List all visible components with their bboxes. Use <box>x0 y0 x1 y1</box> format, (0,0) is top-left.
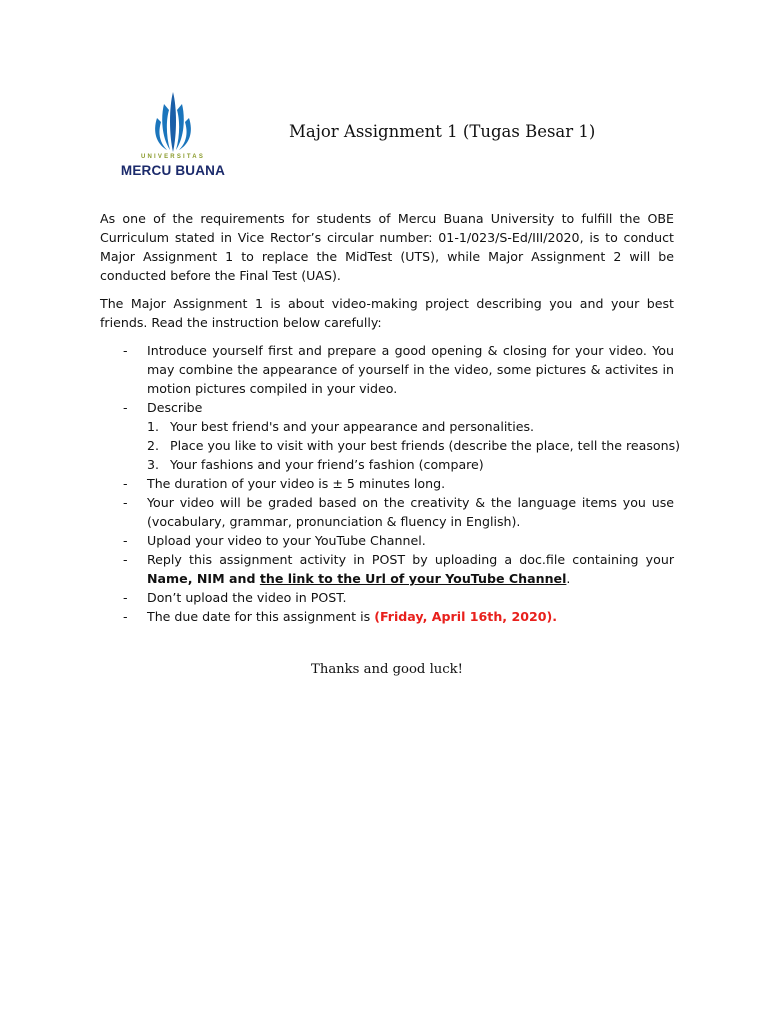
intro-paragraph: As one of the requirements for students of Mercu Buana University to fulfill the OBE Curriculum stated in Vice Rector’s circular number: 01-1/023/S-Ed/III/2020, is to conduct Major Assignment 1 to replace the MidTest (UTS), while Major Assignment 2 will be conducted before the Final Test (UAS). <box>100 211 674 283</box>
logo-emblem-icon <box>117 88 229 154</box>
instruction-reply: Reply this assignment activity in POST by uploading a doc.file containing your <box>147 552 674 567</box>
reply-period: . <box>566 571 571 586</box>
logo-name-text: MERCU BUANA <box>120 163 226 178</box>
project-paragraph: The Major Assignment 1 is about video-making project describing you and your best friends. Read the instruction below carefully: <box>100 296 674 330</box>
list-item <box>100 607 674 626</box>
document-body <box>100 209 681 626</box>
list-item <box>100 398 681 474</box>
sub-item-number: 3. <box>147 457 160 472</box>
due-date-text: (Friday, April 16th, 2020). <box>374 609 558 624</box>
university-logo <box>117 88 229 180</box>
document-title: Major Assignment 1 (Tugas Besar 1) <box>289 122 596 141</box>
youtube-link-text: the link to the Url of your YouTube Channel <box>259 571 567 586</box>
sub-item-text: Place you like to visit with your best friends (describe the place, tell the reasons) <box>170 438 681 453</box>
closing-text: Thanks and good luck! <box>311 662 463 677</box>
instruction-upload: Upload your video to your YouTube Channel. <box>147 533 426 548</box>
instruction-no-upload: Don’t upload the video in POST. <box>147 590 347 605</box>
list-item <box>100 493 674 531</box>
sub-item-number: 2. <box>147 438 160 453</box>
sub-item-text: Your fashions and your friend’s fashion (compare) <box>170 457 484 472</box>
sub-list-item <box>147 417 674 436</box>
sub-list-item <box>147 455 674 474</box>
instruction-grading: Your video will be graded based on the creativity & the language items you use (vocabulary, grammar, pronunciation & fluency in English). <box>147 495 674 529</box>
list-item <box>100 550 674 588</box>
list-item <box>100 474 674 493</box>
sub-item-number: 1. <box>147 419 160 434</box>
list-item <box>100 341 674 398</box>
sub-list-item <box>147 436 681 455</box>
instruction-duration: The duration of your video is ± 5 minutes long. <box>147 476 446 491</box>
instruction-due-date: The due date for this assignment is <box>147 609 375 624</box>
list-item <box>100 531 674 550</box>
list-item <box>100 588 674 607</box>
sub-item-text: Your best friend's and your appearance and personalities. <box>170 419 535 434</box>
logo-small-text: UNIVERSITAS <box>140 154 206 160</box>
describe-sublist <box>147 417 681 474</box>
instruction-describe: Describe <box>147 400 203 415</box>
instruction-list <box>100 341 681 626</box>
instruction-introduce: Introduce yourself first and prepare a good opening & closing for your video. You may combine the appearance of yourself in the video, some pictures & activites in motion pictures compiled in your video. <box>147 343 674 396</box>
name-nim-text: Name, NIM and <box>147 571 260 586</box>
